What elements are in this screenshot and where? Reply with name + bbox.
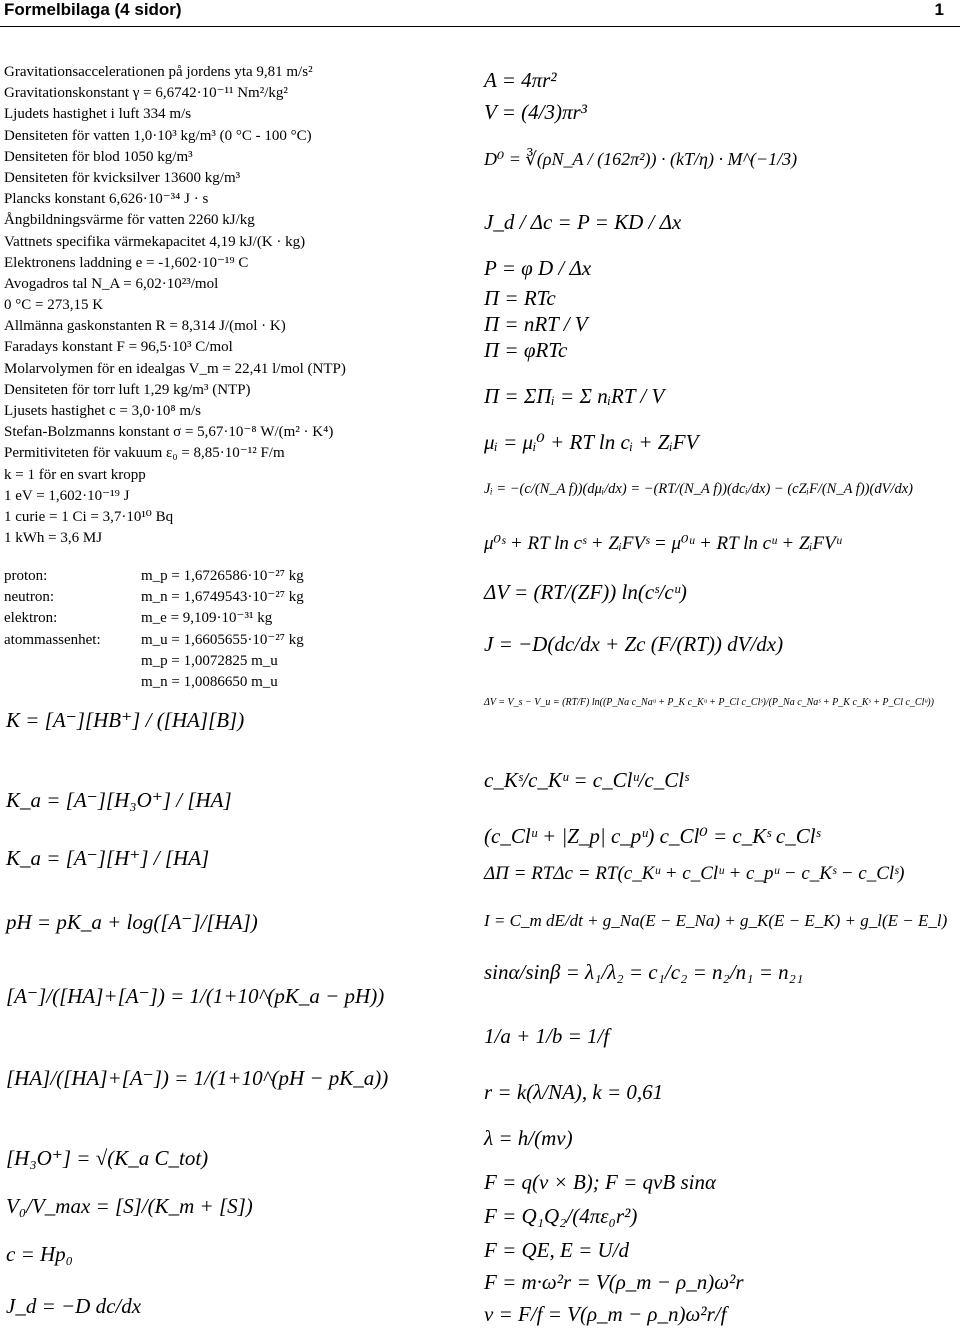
- particle-label: elektron:: [4, 610, 58, 627]
- constant-line: Gravitationskonstant γ = 6,6742·10⁻¹¹ Nm²/kg²: [4, 85, 288, 102]
- formula-right: μ⁰ˢ + RT ln cˢ + ZᵢFVˢ = μ⁰ᵘ + RT ln cᵘ + ZᵢFVᵘ: [484, 533, 842, 554]
- particle-label: atommassenhet:: [4, 631, 101, 648]
- formula-right: (c_Clᵘ + |Z_p| c_pᵘ) c_Cl⁰ = c_Kˢ c_Clˢ: [484, 824, 821, 848]
- constant-line: Ångbildningsvärme för vatten 2260 kJ/kg: [4, 212, 255, 229]
- particle-row: [4, 608, 474, 629]
- formula-left: J_d = −D dc/dx: [6, 1294, 142, 1318]
- formula-right: λ = h/(mv): [484, 1126, 573, 1150]
- formula-right: ΔV = V_s − V_u = (RT/F) ln((P_Na c_Naᵘ + P_K c_Kᵘ + P_Cl c_Clˢ)/(P_Na c_Naˢ + P_K c_Kˢ + P_Cl c_Clᵘ)): [484, 697, 934, 708]
- formula-right: 1/a + 1/b = 1/f: [484, 1024, 610, 1048]
- constant-line: Gravitationsaccelerationen på jordens yta 9,81 m/s²: [4, 64, 313, 80]
- particle-row: [4, 651, 474, 672]
- formula-right: F = Q₁Q₂/(4πε₀r²): [484, 1204, 638, 1228]
- formula-right: F = m·ω²r = V(ρ_m − ρ_n)ω²r: [484, 1270, 744, 1294]
- constant-line: Densiteten för blod 1050 kg/m³: [4, 148, 193, 165]
- constant-line: Densiteten för kvicksilver 13600 kg/m³: [4, 169, 241, 186]
- constant-line: Elektronens laddning e = -1,602·10⁻¹⁹ C: [4, 254, 249, 271]
- constant-line: 1 curie = 1 Ci = 3,7·10¹⁰ Bq: [4, 508, 174, 525]
- formula-right: Π = φRTc: [484, 338, 568, 362]
- constant-line: Avogadros tal N_A = 6,02·10²³/mol: [4, 275, 219, 292]
- formula-right: I = C_m dE/dt + g_Na(E − E_Na) + g_K(E − E_K) + g_l(E − E_l): [484, 911, 948, 930]
- formula-right: Π = ΣΠᵢ = Σ nᵢRT / V: [484, 384, 665, 408]
- particle-mass: m_e = 9,109·10⁻³¹ kg: [141, 610, 273, 627]
- formula-left: [H₃O⁺] = √(K_a C_tot): [6, 1146, 209, 1170]
- formula-right: r = k(λ/NA), k = 0,61: [484, 1080, 664, 1104]
- particle-mass: m_p = 1,6726586·10⁻²⁷ kg: [141, 568, 304, 584]
- particle-row: [4, 566, 474, 587]
- constant-line: 0 °C = 273,15 K: [4, 297, 104, 314]
- particle-row: [4, 672, 474, 693]
- formula-left: pH = pK_a + log([A⁻]/[HA]): [6, 910, 258, 934]
- formula-right: F = QE, E = U/d: [484, 1238, 629, 1262]
- particle-row: [4, 630, 474, 651]
- constant-line: 1 kWh = 3,6 MJ: [4, 530, 103, 547]
- constant-line: k = 1 för en svart kropp: [4, 466, 146, 483]
- formula-right: μᵢ = μᵢ⁰ + RT ln cᵢ + ZᵢFV: [484, 430, 699, 454]
- document-title: Formelbilaga (4 sidor): [4, 0, 182, 19]
- formula-right: F = q(v × B); F = qvB sinα: [484, 1170, 716, 1194]
- particle-masses: [4, 566, 474, 693]
- formula-left: K = [A⁻][HB⁺] / ([HA][B]): [6, 708, 245, 732]
- formula-left: [HA]/([HA]+[A⁻]) = 1/(1+10^(pH − pK_a)): [6, 1066, 389, 1090]
- particle-mass: m_n = 1,6749543·10⁻²⁷ kg: [141, 589, 304, 606]
- constant-line: Allmänna gaskonstanten R = 8,314 J/(mol · K): [4, 318, 286, 335]
- page-header: [0, 0, 960, 27]
- constant-line: Stefan-Bolzmanns konstant σ = 5,67·10⁻⁸ W/(m² · K⁴): [4, 424, 334, 441]
- formula-right: Jᵢ = −(c/(N_A f))(dμᵢ/dx) = −(RT/(N_A f))(dcᵢ/dx) − (cZᵢF/(N_A f))(dV/dx): [484, 481, 913, 497]
- constant-line: Faradays konstant F = 96,5·10³ C/mol: [4, 339, 233, 356]
- formula-right: ΔΠ = RTΔc = RT(c_Kᵘ + c_Clᵘ + c_pᵘ − c_Kˢ − c_Clˢ): [484, 863, 905, 884]
- formula-left: K_a = [A⁻][H⁺] / [HA]: [6, 846, 210, 870]
- constant-line: Ljusets hastighet c = 3,0·10⁸ m/s: [4, 403, 201, 419]
- formula-left: [A⁻]/([HA]+[A⁻]) = 1/(1+10^(pK_a − pH)): [6, 984, 385, 1008]
- formula-left: c = Hp₀: [6, 1242, 73, 1266]
- constant-line: Densiteten för torr luft 1,29 kg/m³ (NTP): [4, 381, 251, 398]
- constant-line: 1 eV = 1,602·10⁻¹⁹ J: [4, 487, 130, 504]
- constant-line: Ljudets hastighet i luft 334 m/s: [4, 106, 192, 123]
- formula-left: V₀/V_max = [S]/(K_m + [S]): [6, 1194, 253, 1218]
- constant-line: Vattnets specifika värmekapacitet 4,19 kJ/(K · kg): [4, 233, 306, 250]
- particle-mass: m_u = 1,6605655·10⁻²⁷ kg: [141, 631, 304, 648]
- formula-right: sinα/sinβ = λ₁/λ₂ = c₁/c₂ = n₂/n₁ = n₂₁: [484, 960, 804, 984]
- formula-right: V = (4/3)πr³: [484, 100, 587, 124]
- page-number: 1: [934, 0, 944, 19]
- formula-right: J = −D(dc/dx + Zc (F/(RT)) dV/dx): [484, 632, 784, 656]
- formula-right: Π = nRT / V: [484, 312, 588, 336]
- formula-right: A = 4πr²: [484, 68, 557, 92]
- particle-row: [4, 587, 474, 608]
- particle-mass: m_n = 1,0086650 m_u: [141, 673, 278, 690]
- constant-line: Plancks konstant 6,626·10⁻³⁴ J · s: [4, 191, 209, 208]
- particle-mass: m_p = 1,0072825 m_u: [141, 652, 278, 669]
- formula-right: P = φ D / Δx: [484, 256, 592, 280]
- formula-right: D⁰ = ∛(ρN_A / (162π²)) · (kT/η) · M^(−1/3): [484, 149, 798, 169]
- particle-label: neutron:: [4, 589, 54, 606]
- constant-line: Permitiviteten för vakuum ε₀ = 8,85·10⁻¹² F/m: [4, 445, 285, 462]
- formula-right: J_d / Δc = P = KD / Δx: [484, 210, 682, 234]
- formula-right: Π = RTc: [484, 286, 556, 310]
- constants-list: [4, 62, 474, 549]
- formula-right: v = F/f = V(ρ_m − ρ_n)ω²r/f: [484, 1302, 727, 1326]
- formula-right: c_Kˢ/c_Kᵘ = c_Clᵘ/c_Clˢ: [484, 768, 689, 792]
- particle-label: proton:: [4, 568, 48, 584]
- constant-line: Molarvolymen för en idealgas V_m = 22,41 l/mol (NTP): [4, 360, 346, 377]
- formula-left: K_a = [A⁻][H₃O⁺] / [HA]: [6, 788, 232, 812]
- formula-right: ΔV = (RT/(ZF)) ln(cˢ/cᵘ): [484, 580, 687, 604]
- constant-line: Densiteten för vatten 1,0·10³ kg/m³ (0 °C - 100 °C): [4, 127, 312, 144]
